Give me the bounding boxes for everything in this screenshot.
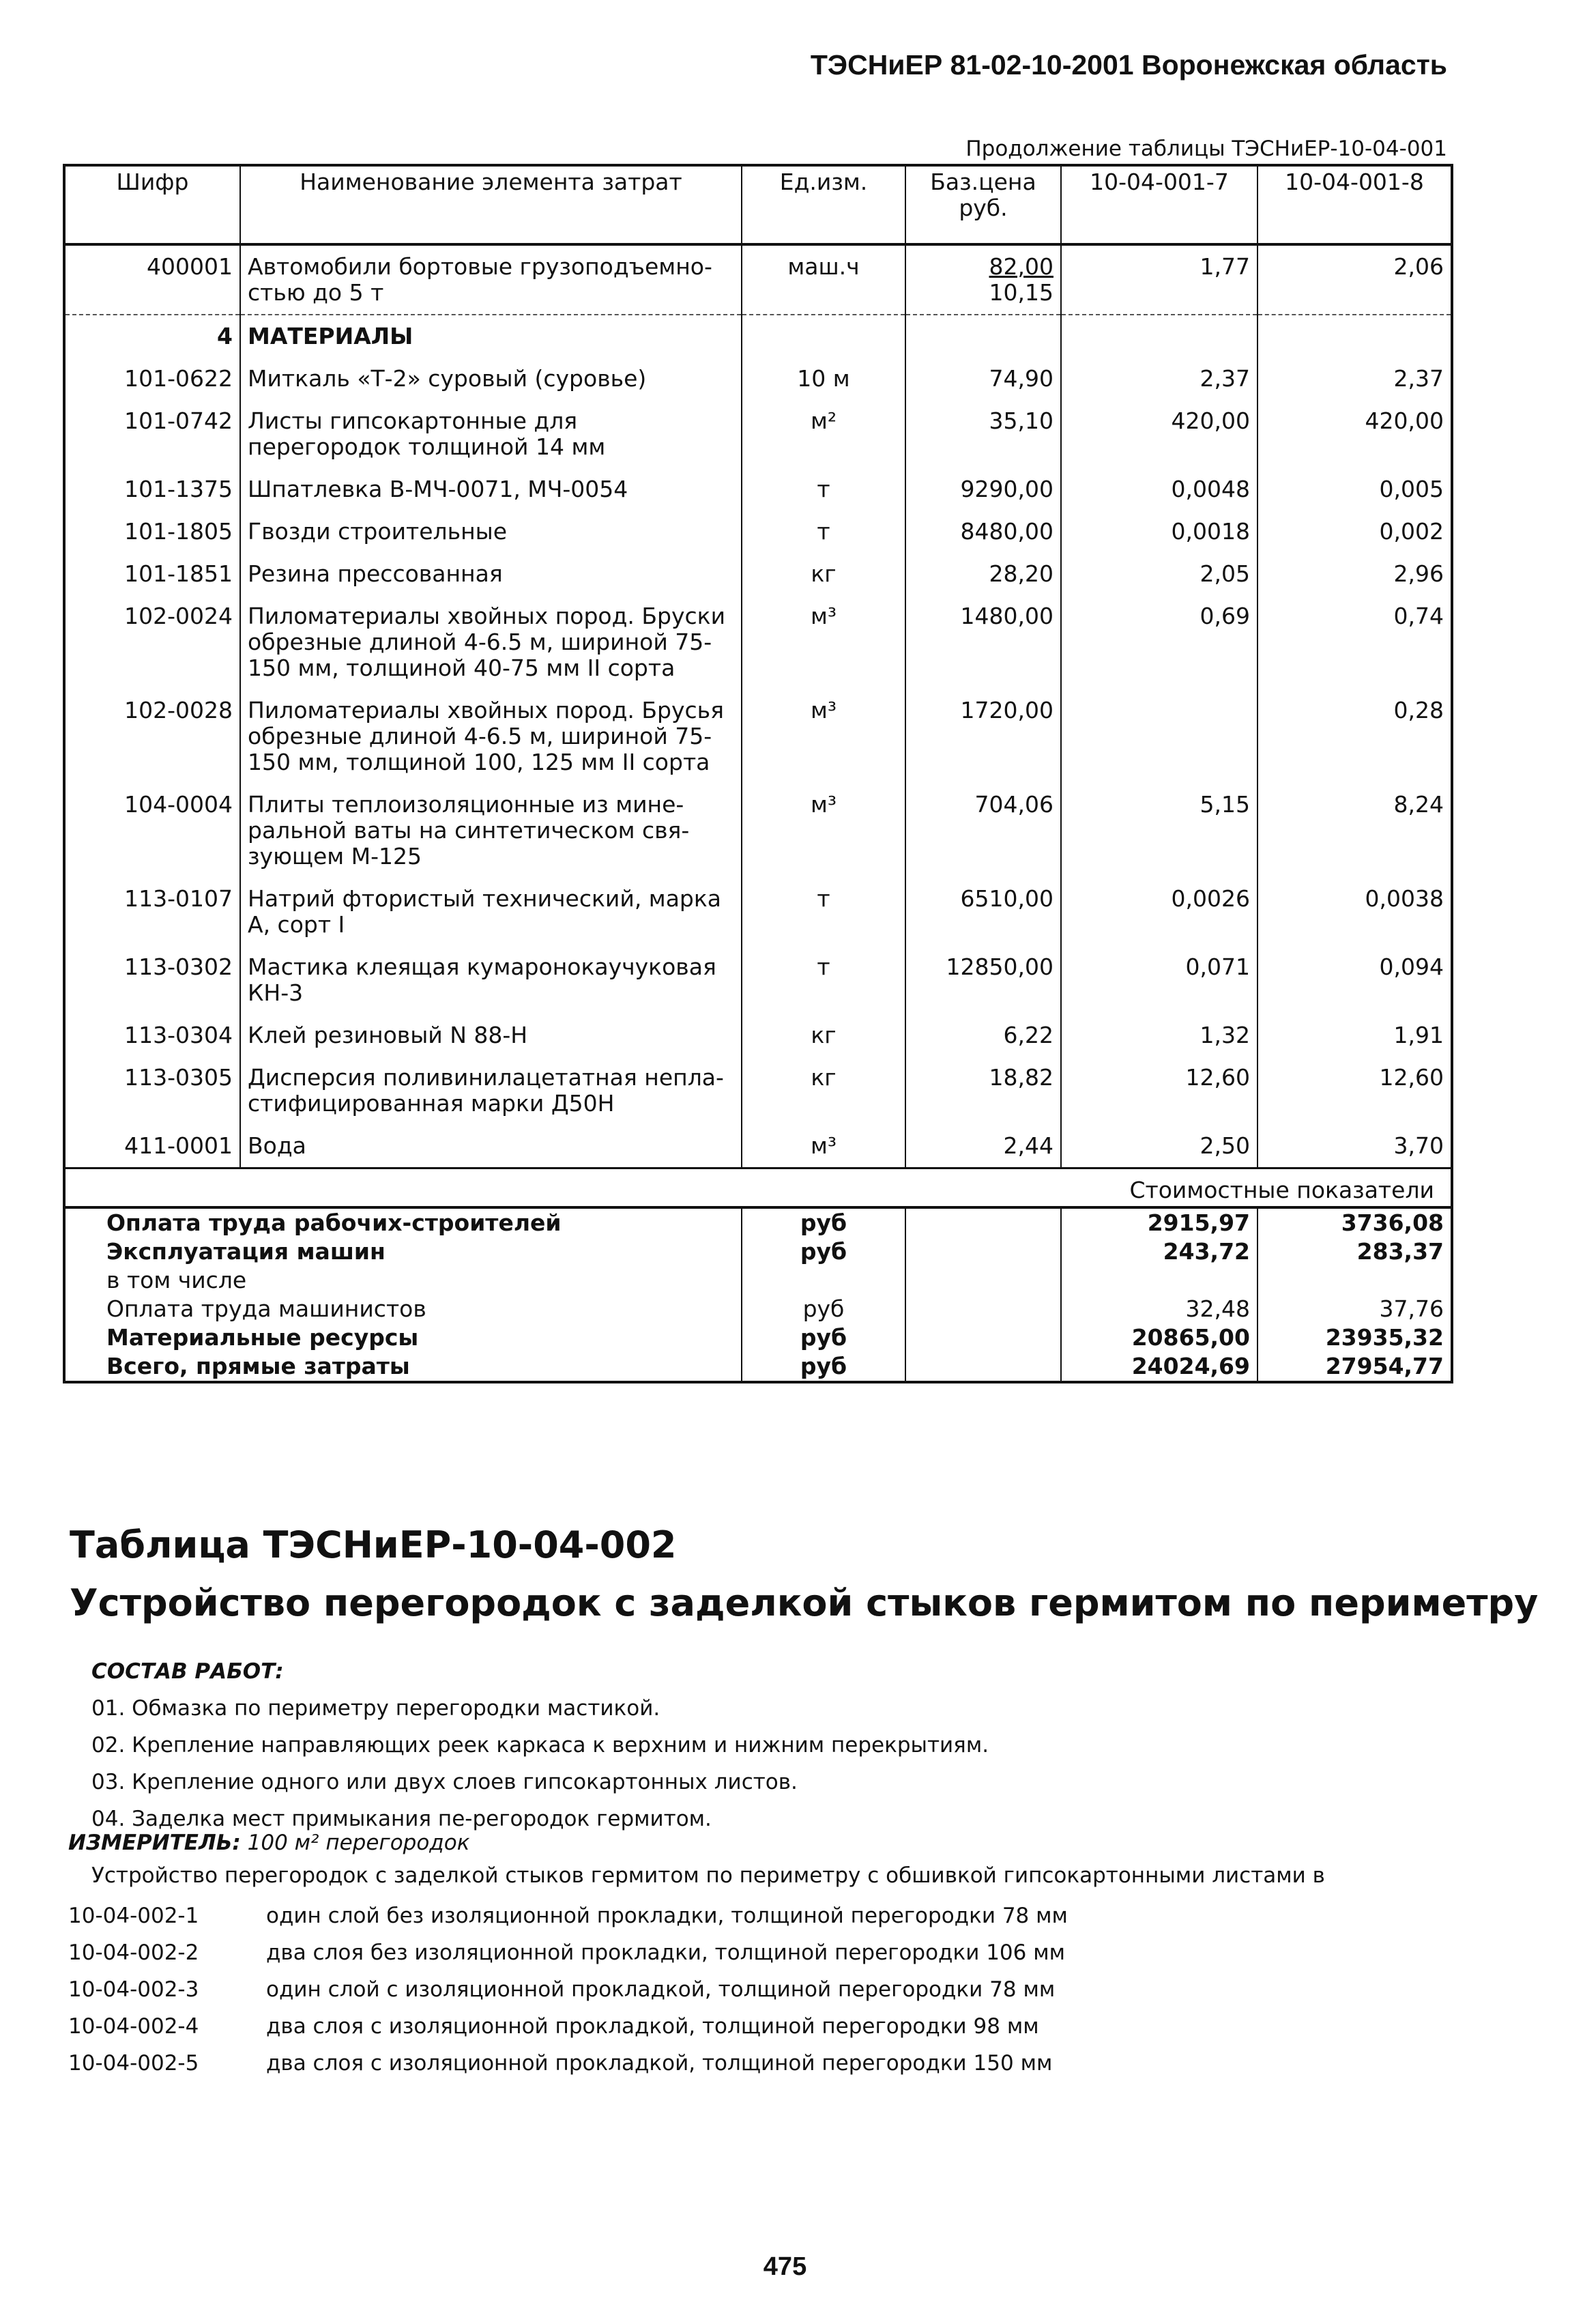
table-row <box>64 400 1452 468</box>
summary-empty <box>905 1237 1061 1266</box>
variant-code: 10-04-002-1 <box>68 1904 199 1928</box>
row-unit: м³ <box>742 689 905 784</box>
row-code: 102-0028 <box>64 689 240 784</box>
table-row <box>64 878 1452 946</box>
row-code: 101-1851 <box>64 553 240 595</box>
column-header-10-04-001-8: 10-04-001-8 <box>1258 165 1452 244</box>
summary-value-7: 24024,69 <box>1061 1352 1258 1382</box>
row-value-8: 0,002 <box>1258 511 1452 553</box>
variant-item <box>68 2045 1068 2082</box>
table-row <box>64 946 1452 1014</box>
cost-header-row <box>64 1168 1452 1208</box>
table-row <box>64 358 1452 400</box>
row-value-7: 0,0018 <box>1061 511 1258 553</box>
measure-description: Устройство перегородок с заделкой стыков гермитом по периметру с обшивкой гипсокартонными листами в <box>91 1863 1325 1888</box>
row-unit: т <box>742 878 905 946</box>
row-code: 101-1805 <box>64 511 240 553</box>
page-number: 475 <box>763 2252 807 2281</box>
row-value-7: 2,50 <box>1061 1125 1258 1168</box>
row-code: 113-0107 <box>64 878 240 946</box>
row-price: 2,44 <box>905 1125 1061 1168</box>
document-header: ТЭСНиЕР 81-02-10-2001 Воронежская область <box>810 49 1447 81</box>
summary-value-7 <box>1061 1266 1258 1295</box>
column-header-code: Шифр <box>64 165 240 244</box>
row-value-8: 0,28 <box>1258 689 1452 784</box>
row-code: 113-0305 <box>64 1057 240 1125</box>
table-row <box>64 468 1452 511</box>
summary-unit: руб <box>742 1207 905 1237</box>
table2-title: Таблица ТЭСНиЕР-10-04-002 <box>70 1523 677 1566</box>
variant-item <box>68 1897 1068 1934</box>
row-name: Листы гипсокартонные для перегородок толщиной 14 мм <box>240 400 742 468</box>
row-name: Пиломатериалы хвойных пород. Бруски обрезные длиной 4-6.5 м, шириной 75-150 мм, толщиной 40-75 мм II сорта <box>240 595 742 689</box>
row-price: 6,22 <box>905 1014 1061 1057</box>
row-price: 74,90 <box>905 358 1061 400</box>
row-unit: т <box>742 946 905 1014</box>
summary-value-7: 2915,97 <box>1061 1207 1258 1237</box>
composition-label: СОСТАВ РАБОТ: <box>91 1659 284 1684</box>
row-value-7: 0,0026 <box>1061 878 1258 946</box>
row-value-8: 3,70 <box>1258 1125 1452 1168</box>
row-value-8: 8,24 <box>1258 784 1452 878</box>
row-unit: т <box>742 511 905 553</box>
row-unit <box>742 315 905 358</box>
row-price: 1480,00 <box>905 595 1061 689</box>
row-value-8: 2,06 <box>1258 244 1452 315</box>
row-unit: м³ <box>742 784 905 878</box>
row-unit: м² <box>742 400 905 468</box>
row-value-8: 2,37 <box>1258 358 1452 400</box>
row-price: 35,10 <box>905 400 1061 468</box>
row-unit: м³ <box>742 1125 905 1168</box>
summary-label: Оплата труда рабочих-строителей <box>64 1207 742 1237</box>
composition-step: 02. Крепление направляющих реек каркаса к верхним и нижним перекрытиям. <box>91 1733 989 1758</box>
row-price: 9290,00 <box>905 468 1061 511</box>
table-row <box>64 595 1452 689</box>
summary-row <box>64 1352 1452 1382</box>
row-price: 12850,00 <box>905 946 1061 1014</box>
variant-text: два слоя с изоляционной прокладкой, толщиной перегородки 98 мм <box>266 2014 1039 2039</box>
measure-label: ИЗМЕРИТЕЛЬ: <box>68 1831 241 1855</box>
summary-row <box>64 1266 1452 1295</box>
row-value-8 <box>1258 315 1452 358</box>
row-value-8: 12,60 <box>1258 1057 1452 1125</box>
summary-unit: руб <box>742 1295 905 1323</box>
summary-empty <box>905 1352 1061 1382</box>
row-value-8: 1,91 <box>1258 1014 1452 1057</box>
summary-row <box>64 1207 1452 1237</box>
variant-item <box>68 1934 1068 1971</box>
row-price: 704,06 <box>905 784 1061 878</box>
row-value-7: 0,0048 <box>1061 468 1258 511</box>
row-value-8: 0,0038 <box>1258 878 1452 946</box>
row-unit: кг <box>742 553 905 595</box>
row-price <box>905 315 1061 358</box>
row-code: 113-0304 <box>64 1014 240 1057</box>
row-value-8: 420,00 <box>1258 400 1452 468</box>
row-value-7: 1,77 <box>1061 244 1258 315</box>
measure-value: 100 м² перегородок <box>247 1831 470 1855</box>
row-code: 101-0622 <box>64 358 240 400</box>
summary-label: в том числе <box>106 1267 247 1293</box>
summary-value-8: 283,37 <box>1258 1237 1452 1266</box>
row-value-8: 0,005 <box>1258 468 1452 511</box>
row-name: МАТЕРИАЛЫ <box>240 315 742 358</box>
row-value-7: 0,071 <box>1061 946 1258 1014</box>
row-value-7 <box>1061 315 1258 358</box>
row-name: Гвозди строительные <box>240 511 742 553</box>
work-composition <box>91 1653 989 1837</box>
variant-text: один слой с изоляционной прокладкой, толщиной перегородки 78 мм <box>266 1977 1056 2002</box>
row-price <box>905 244 1061 315</box>
variant-text: два слоя с изоляционной прокладкой, толщиной перегородки 150 мм <box>266 2051 1053 2076</box>
summary-value-8: 37,76 <box>1258 1295 1452 1323</box>
summary-value-7: 243,72 <box>1061 1237 1258 1266</box>
column-header-name: Наименование элемента затрат <box>240 165 742 244</box>
summary-value-8: 27954,77 <box>1258 1352 1452 1382</box>
variant-code: 10-04-002-3 <box>68 1977 199 2002</box>
table-header-row <box>64 165 1452 244</box>
row-value-7: 0,69 <box>1061 595 1258 689</box>
row-unit: т <box>742 468 905 511</box>
row-value-7 <box>1061 689 1258 784</box>
variants-list <box>68 1897 1068 2082</box>
variant-code: 10-04-002-5 <box>68 2051 199 2076</box>
summary-empty <box>905 1266 1061 1295</box>
row-value-7: 2,37 <box>1061 358 1258 400</box>
row-price: 18,82 <box>905 1057 1061 1125</box>
row-value-7: 1,32 <box>1061 1014 1258 1057</box>
composition-step: 03. Крепление одного или двух слоев гипсокартонных листов. <box>91 1770 798 1794</box>
summary-value-7: 32,48 <box>1061 1295 1258 1323</box>
composition-step: 01. Обмазка по периметру перегородки мастикой. <box>91 1696 660 1721</box>
row-code: 411-0001 <box>64 1125 240 1168</box>
row-name: Шпатлевка В-МЧ-0071, МЧ-0054 <box>240 468 742 511</box>
summary-row <box>64 1295 1452 1323</box>
summary-value-8: 3736,08 <box>1258 1207 1452 1237</box>
summary-unit: руб <box>742 1352 905 1382</box>
row-name: Пиломатериалы хвойных пород. Брусья обрезные длиной 4-6.5 м, шириной 75-150 мм, толщиной 100, 125 мм II сорта <box>240 689 742 784</box>
summary-unit <box>742 1266 905 1295</box>
estimate-table <box>63 164 1453 1383</box>
row-name: Клей резиновый N 88-Н <box>240 1014 742 1057</box>
column-header-price: Баз.цена руб. <box>905 165 1061 244</box>
row-code: 104-0004 <box>64 784 240 878</box>
row-unit: маш.ч <box>742 244 905 315</box>
row-value-7: 2,05 <box>1061 553 1258 595</box>
column-header-10-04-001-7: 10-04-001-7 <box>1061 165 1258 244</box>
table-row <box>64 315 1452 358</box>
row-code: 101-0742 <box>64 400 240 468</box>
row-unit: кг <box>742 1057 905 1125</box>
composition-step: 04. Заделка мест примыкания пе-регородок гермитом. <box>91 1807 712 1831</box>
table2-heading <box>70 1523 1538 1624</box>
summary-row <box>64 1237 1452 1266</box>
summary-label: Материальные ресурсы <box>106 1324 419 1351</box>
table-row <box>64 1125 1452 1168</box>
table-row <box>64 511 1452 553</box>
row-value-8: 2,96 <box>1258 553 1452 595</box>
summary-empty <box>905 1295 1061 1323</box>
row-code: 102-0024 <box>64 595 240 689</box>
row-unit: 10 м <box>742 358 905 400</box>
row-price: 6510,00 <box>905 878 1061 946</box>
table-row <box>64 784 1452 878</box>
summary-empty <box>905 1323 1061 1352</box>
row-code: 400001 <box>64 244 240 315</box>
table-continuation-caption: Продолжение таблицы ТЭСНиЕР-10-04-001 <box>965 137 1447 161</box>
column-header-unit: Ед.изм. <box>742 165 905 244</box>
variant-text: два слоя без изоляционной прокладки, толщиной перегородки 106 мм <box>266 1940 1066 1965</box>
row-value-8: 0,094 <box>1258 946 1452 1014</box>
row-name: Миткаль «Т-2» суровый (суровье) <box>240 358 742 400</box>
row-code: 101-1375 <box>64 468 240 511</box>
row-price: 8480,00 <box>905 511 1061 553</box>
row-value-7: 12,60 <box>1061 1057 1258 1125</box>
row-unit: кг <box>742 1014 905 1057</box>
row-name: Мастика клеящая кумаронокаучуковая КН-3 <box>240 946 742 1014</box>
table-row <box>64 244 1452 315</box>
summary-value-7: 20865,00 <box>1061 1323 1258 1352</box>
row-code: 4 <box>64 315 240 358</box>
row-unit: м³ <box>742 595 905 689</box>
summary-row <box>64 1323 1452 1352</box>
variant-text: один слой без изоляционной прокладки, толщиной перегородки 78 мм <box>266 1904 1068 1928</box>
table-row <box>64 689 1452 784</box>
variant-item <box>68 2008 1068 2045</box>
row-code: 113-0302 <box>64 946 240 1014</box>
row-price-value: 82,00 <box>989 253 1053 280</box>
summary-unit: руб <box>742 1323 905 1352</box>
row-name: Натрий фтористый технический, марка А, сорт I <box>240 878 742 946</box>
row-price: 28,20 <box>905 553 1061 595</box>
table-row <box>64 1014 1452 1057</box>
row-name: Автомобили бортовые грузоподъемно-стью до 5 т <box>240 244 742 315</box>
summary-label: Эксплуатация машин <box>106 1238 386 1265</box>
summary-unit: руб <box>742 1237 905 1266</box>
table-row <box>64 553 1452 595</box>
row-value-7: 5,15 <box>1061 784 1258 878</box>
row-name: Вода <box>240 1125 742 1168</box>
summary-label: Всего, прямые затраты <box>106 1353 410 1379</box>
variant-code: 10-04-002-4 <box>68 2014 199 2039</box>
row-value-8: 0,74 <box>1258 595 1452 689</box>
table2-subtitle: Устройство перегородок с заделкой стыков гермитом по периметру <box>70 1581 1539 1624</box>
row-name: Резина прессованная <box>240 553 742 595</box>
row-name: Плиты теплоизоляционные из мине-ральной ваты на синтетическом свя-зующем М-125 <box>240 784 742 878</box>
summary-value-8: 23935,32 <box>1258 1323 1452 1352</box>
row-price-value-secondary: 10,15 <box>989 279 1053 306</box>
measure-line <box>68 1831 469 1855</box>
summary-value-8 <box>1258 1266 1452 1295</box>
row-value-7: 420,00 <box>1061 400 1258 468</box>
row-name: Дисперсия поливинилацетатная непла-стифицированная марки Д50Н <box>240 1057 742 1125</box>
variant-code: 10-04-002-2 <box>68 1940 199 1965</box>
cost-indicators-label: Стоимостные показатели <box>64 1168 1452 1208</box>
variant-item <box>68 1971 1068 2008</box>
table-row <box>64 1057 1452 1125</box>
summary-label: Оплата труда машинистов <box>106 1295 426 1322</box>
summary-empty <box>905 1207 1061 1237</box>
row-price: 1720,00 <box>905 689 1061 784</box>
